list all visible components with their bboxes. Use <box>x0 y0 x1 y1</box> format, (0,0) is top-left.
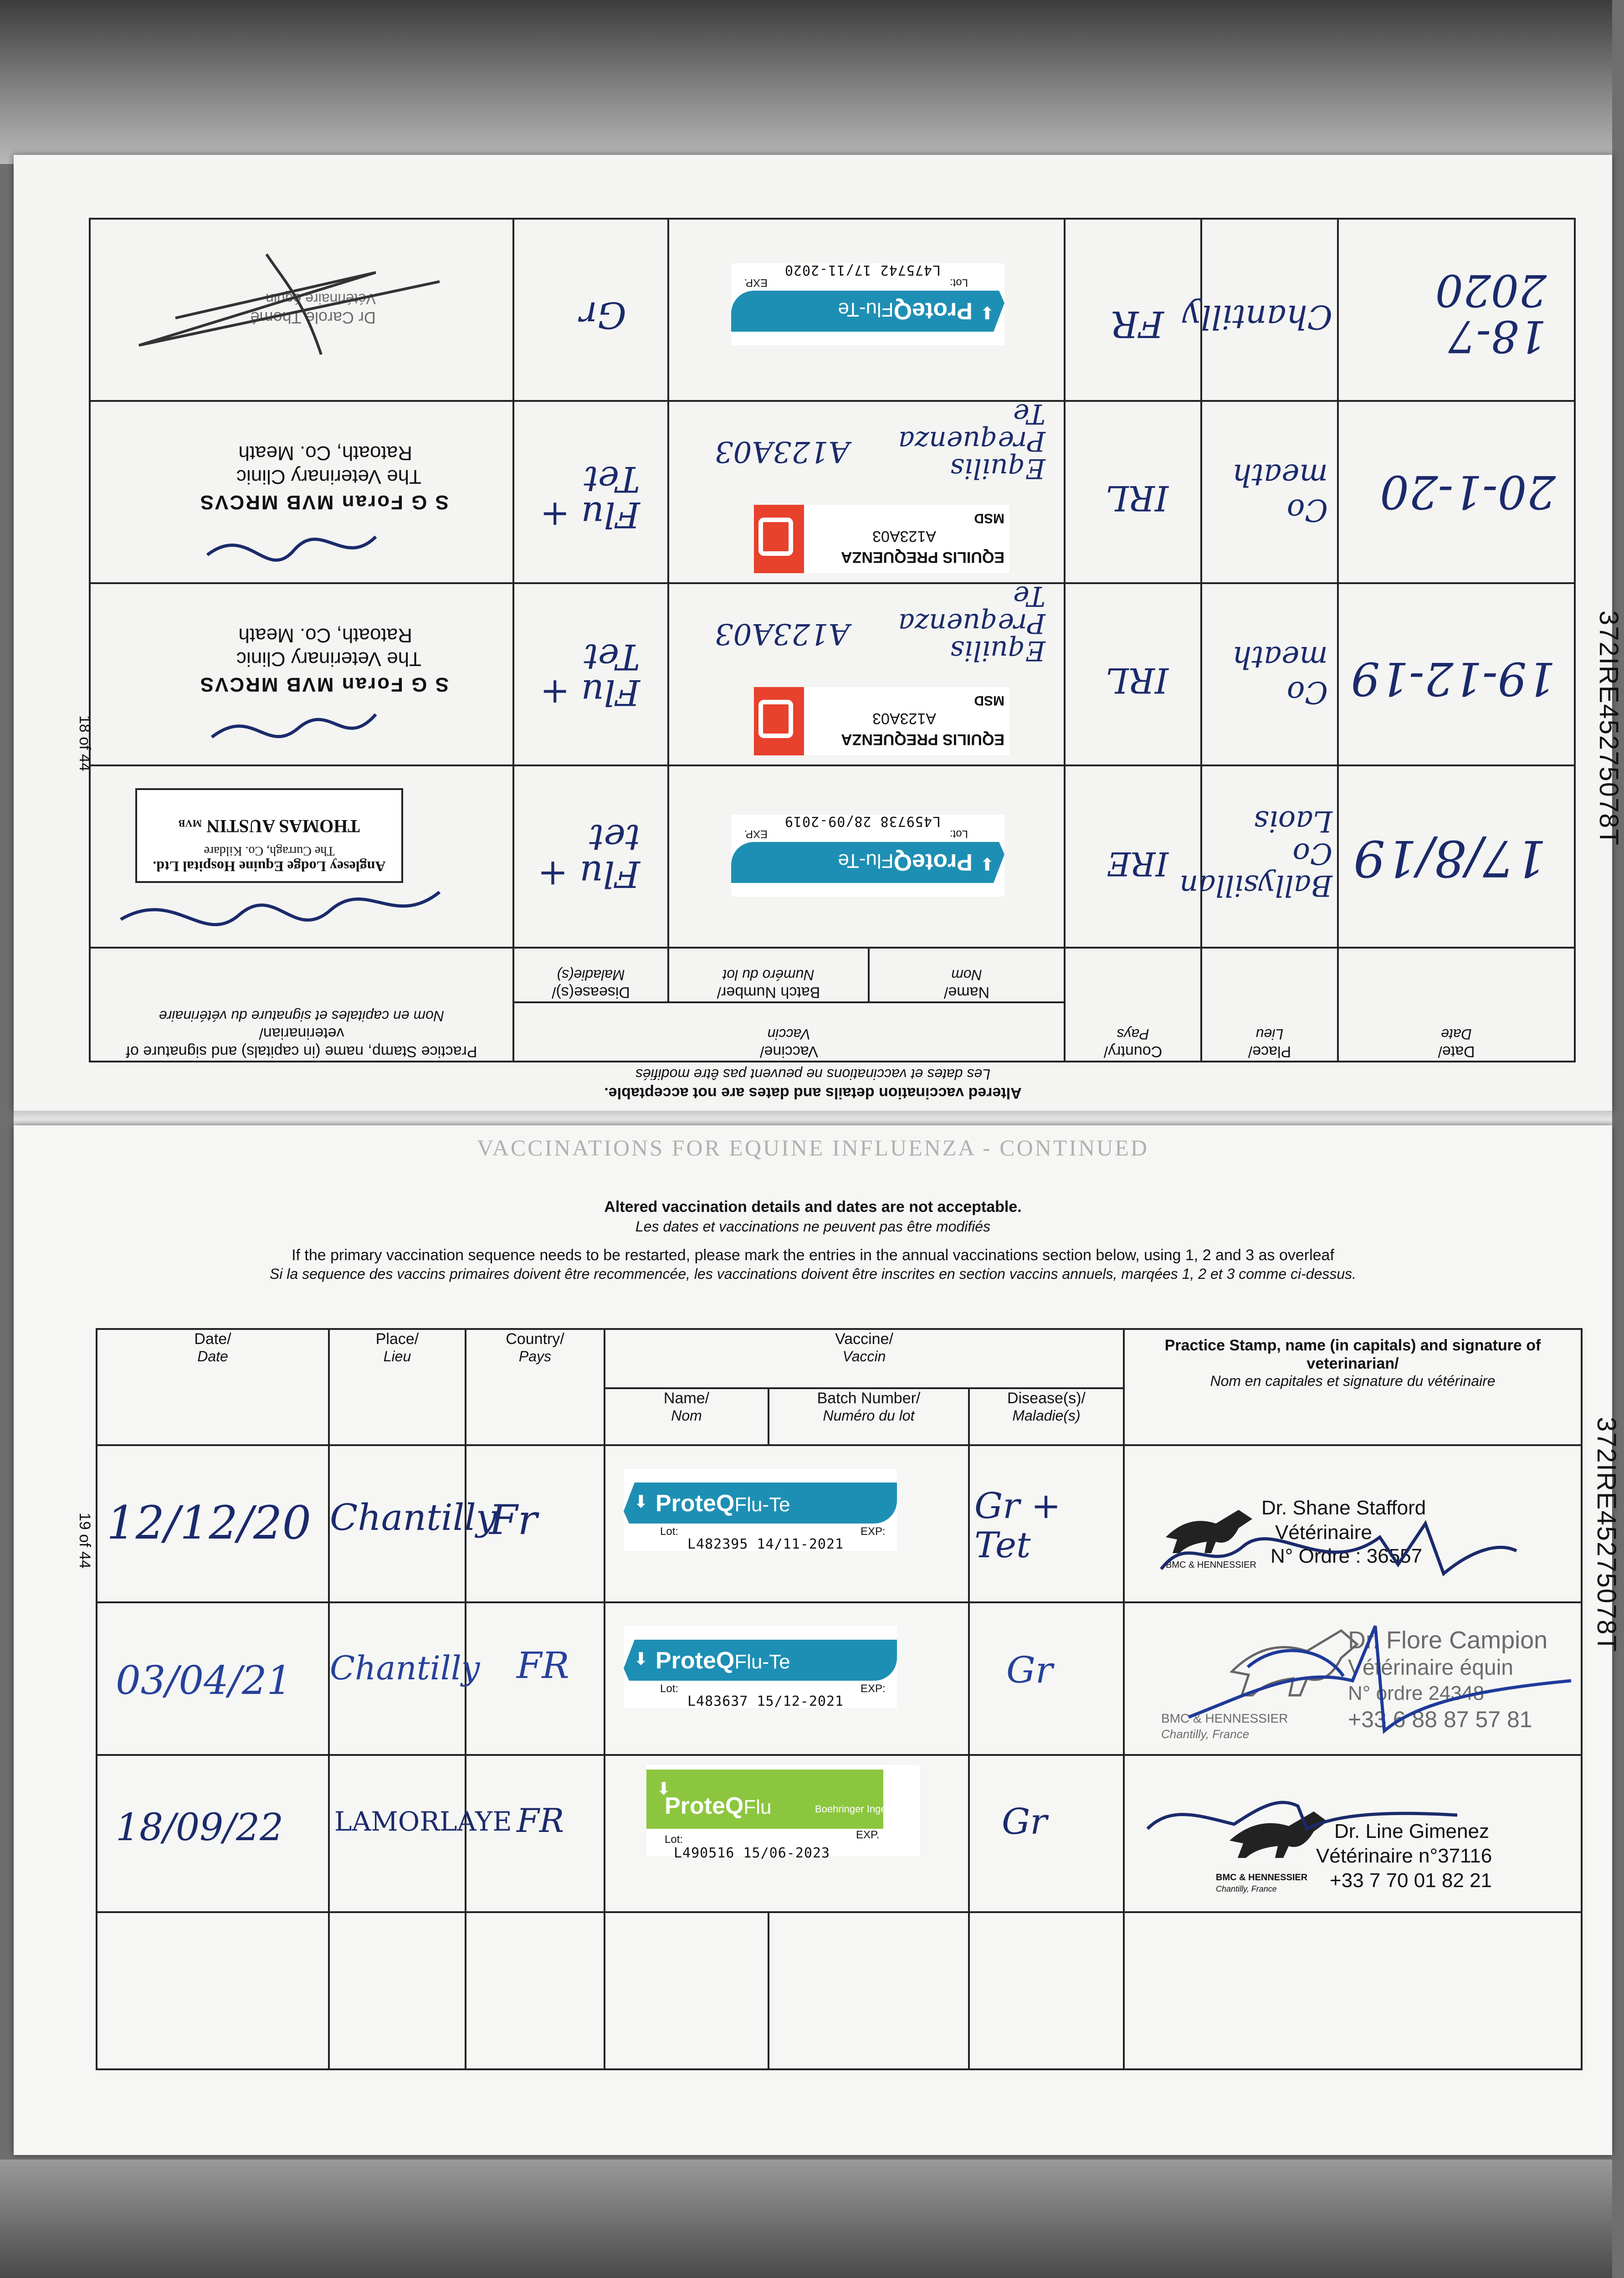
cell-disease: Flu + Tet <box>513 401 668 583</box>
header-date: Date/ Date <box>97 1329 329 1445</box>
cell-stamp[interactable] <box>1124 1912 1582 2069</box>
cell-disease: Gr + Tet <box>969 1445 1124 1602</box>
cell-date: 18/09/22 <box>97 1755 329 1912</box>
table-row <box>90 583 1575 765</box>
cell-place: LAMORLAYE <box>329 1755 466 1912</box>
cell-vaccine-sticker: EQUILIS PREQUENZA A123A03 MSD Equilis Prequenza Te A123A03 <box>668 583 1065 765</box>
cell-vaccine-sticker <box>668 219 1065 401</box>
cell-stamp: S G Foran MVB MRCVS The Veterinary Clinic Ratoath, Co. Meath <box>90 583 513 765</box>
cell-batch[interactable] <box>768 1912 969 2069</box>
equilis-sticker: EQUILIS PREQUENZA A123A03 MSD <box>754 505 1009 573</box>
signature <box>1179 1612 1580 1744</box>
cell-place: Co meath <box>1201 401 1338 583</box>
signature <box>102 874 449 938</box>
header-stamp: Practice Stamp, name (in capitals) and signature of veterinarian/ Nom en capitales et signature du vétérinaire <box>1124 1329 1582 1445</box>
table-row <box>90 765 1575 948</box>
top-vaccination-table <box>89 218 1576 1062</box>
header-vaccine: Vaccine/ Vaccin <box>605 1329 1124 1388</box>
top-notice-fr: Les dates et vaccinations ne peuvent pas être modifiés <box>635 1066 991 1083</box>
cell-vaccine-sticker <box>668 765 1065 948</box>
top-notice-en: Altered vaccination details and dates are not acceptable. <box>604 1084 1022 1102</box>
header-disease: Disease(s)/ Maladie(s) <box>969 1388 1124 1445</box>
signature <box>1143 1788 1462 1842</box>
header-date: Date/ Date <box>1338 948 1575 1062</box>
cell-country: IRL <box>1065 401 1201 583</box>
proteq-sticker: ⬇ ProteQFlu-Te Lot: EXP. L459738 28/09-2019 <box>731 815 1004 897</box>
bottom-vaccination-table <box>96 1328 1583 2070</box>
cell-date: 20-1-20 <box>1338 401 1575 583</box>
cell-date: 17/8/19 <box>1338 765 1575 948</box>
cell-vaccine-sticker: EQUILIS PREQUENZA A123A03 MSD Equilis Prequenza Te A123A03 <box>668 401 1065 583</box>
cell-date: 19-12-19 <box>1338 583 1575 765</box>
page-number-bottom: 19 of 44 <box>76 1513 93 1569</box>
cell-date[interactable] <box>97 1912 329 2069</box>
cell-place: Chantilly <box>329 1602 466 1755</box>
cell-disease: Gr <box>969 1602 1124 1755</box>
arrow-icon: ⬇ <box>656 1780 671 1799</box>
table-row <box>97 1602 1582 1755</box>
cell-country: FR <box>1065 219 1201 401</box>
header-place: Place/ Lieu <box>1201 948 1338 1062</box>
header-country: Country/ Pays <box>466 1329 605 1445</box>
passport-page-19 <box>14 1125 1621 2155</box>
cell-vaccine-sticker <box>605 1755 969 1912</box>
page-number-top: 18 of 44 <box>76 715 93 771</box>
cell-vaccine-sticker <box>605 1602 969 1755</box>
cell-place: Chantilly <box>329 1445 466 1602</box>
header-country: Country/ Pays <box>1065 948 1201 1062</box>
equilis-logo-icon <box>754 687 804 755</box>
cell-name[interactable] <box>605 1912 768 2069</box>
arrow-icon: ⬇ <box>634 1493 648 1512</box>
cell-stamp: Dr Carole Thomé Vétérinaire équin <box>90 219 513 401</box>
arrow-icon: ⬇ <box>980 303 994 322</box>
cell-country: FR <box>466 1602 605 1755</box>
table-row <box>97 1755 1582 1912</box>
header-vaccine: Vaccine/ Vaccin <box>513 1002 1065 1062</box>
cell-stamp: S G Foran MVB MRCVS The Veterinary Clinic Ratoath, Co. Meath <box>90 401 513 583</box>
scan-background-bottom <box>0 2160 1612 2278</box>
proteq-sticker: ⬇ ProteQFlu-Te Lot: EXP: L483637 15/12-2021 <box>624 1626 897 1708</box>
signature <box>1152 1505 1526 1587</box>
cell-disease: Gr <box>513 219 668 401</box>
arrow-icon: ⬇ <box>634 1650 648 1669</box>
cell-stamp <box>90 765 513 948</box>
header-disease: Disease(s)/ Maladie(s) <box>513 948 668 1002</box>
restart-notice-fr: Si la sequence des vaccins primaires doivent être recommencée, les vaccinations doivent être inscrites en section vaccins annuels, marqées 1, 2 et 3 comme ci-dessus. <box>269 1266 1357 1282</box>
proteq-sticker: ⬇ ProteQFlu-Te Lot: EXP. L475742 17/11-2020 <box>731 263 1004 345</box>
section-title: VACCINATIONS FOR EQUINE INFLUENZA - CONTINUED <box>477 1135 1149 1160</box>
cell-vaccine-sticker <box>605 1445 969 1602</box>
cell-disease: Gr <box>969 1755 1124 1912</box>
table-row <box>90 219 1575 401</box>
cell-country: IRE <box>1065 765 1201 948</box>
header-stamp: Practice Stamp, name (in capitals) and signature of veterinarian/ Nom en capitales et signature du vétérinaire <box>90 948 513 1062</box>
signature <box>194 514 385 573</box>
proteq-sticker: ⬇ ProteQFlu-Te Lot: EXP: L482395 14/11-2021 <box>624 1469 897 1551</box>
header-name: Name/ Nom <box>605 1388 768 1445</box>
equilis-sticker: EQUILIS PREQUENZA A123A03 MSD <box>754 687 1009 755</box>
arrow-icon: ⬇ <box>980 854 994 873</box>
cell-stamp: Dr. Shane Stafford Vétérinaire N° Ordre : 36557 BMC & HENNESSIER <box>1124 1445 1582 1602</box>
table-row-empty <box>97 1912 1582 2069</box>
cell-disease[interactable] <box>969 1912 1124 2069</box>
cell-date: 12/12/20 <box>97 1445 329 1602</box>
header-name: Name/ Nom <box>869 948 1065 1002</box>
proteq-flu-sticker: ⬇ ProteQFlu Boehringer Ingelheim Lot: EXP. L490516 15/06-2023 <box>646 1765 920 1856</box>
cell-country[interactable] <box>466 1912 605 2069</box>
bottom-notice-fr: Les dates et vaccinations ne peuvent pas être modifiés <box>635 1218 991 1235</box>
cell-date: 18-7 2020 <box>1338 219 1575 401</box>
signature <box>102 236 458 373</box>
cell-place[interactable] <box>329 1912 466 2069</box>
rotated-page-content <box>14 155 1612 1112</box>
equilis-logo-icon <box>754 505 804 573</box>
cell-country: IRL <box>1065 583 1201 765</box>
stamp-box: Anglesey Lodge Equine Hospital Ltd. The Curragh, Co. Kildare THOMAS AUSTIN MVB <box>135 788 403 883</box>
cell-stamp: Dr. Flore Campion Vétérinaire équin N° ordre 24348 +33 6 88 87 57 81 BMC & HENNESSIER Chantilly, France <box>1124 1602 1582 1755</box>
table-row <box>97 1445 1582 1602</box>
cell-disease: Flu + Tet <box>513 583 668 765</box>
passport-id-code-bottom: 372IRE452750​78T <box>1592 1417 1621 1652</box>
header-place: Place/ Lieu <box>329 1329 466 1445</box>
cell-place: Ballysillan Co Laois <box>1201 765 1338 948</box>
cell-place: Co meath <box>1201 583 1338 765</box>
bottom-notice-en: Altered vaccination details and dates are not acceptable. <box>604 1198 1022 1216</box>
passport-page-18 <box>14 155 1624 1112</box>
cell-country: FR <box>466 1755 605 1912</box>
signature <box>194 696 385 755</box>
cell-date: 03/04/21 <box>97 1602 329 1755</box>
cell-stamp: Dr. Line Gimenez Vétérinaire n°37116 +33 7 70 01 82 21 BMC & HENNESSIER Chantilly, France <box>1124 1755 1582 1912</box>
cell-place: Chantilly <box>1201 219 1338 401</box>
cell-disease: Flu + tet <box>513 765 668 948</box>
scan-background-top <box>0 0 1612 164</box>
passport-id-code-top: 372IRE452750​78T <box>1594 611 1624 846</box>
header-batch: Batch Number/ Numéro du lot <box>768 1388 969 1445</box>
table-row <box>90 401 1575 583</box>
cell-country: Fr <box>466 1445 605 1602</box>
restart-notice-en: If the primary vaccination sequence needs to be restarted, please mark the entries in the annual vaccinations section below, using 1, 2 and 3 as overleaf <box>292 1247 1334 1264</box>
header-batch: Batch Number/ Numéro du lot <box>668 948 869 1002</box>
